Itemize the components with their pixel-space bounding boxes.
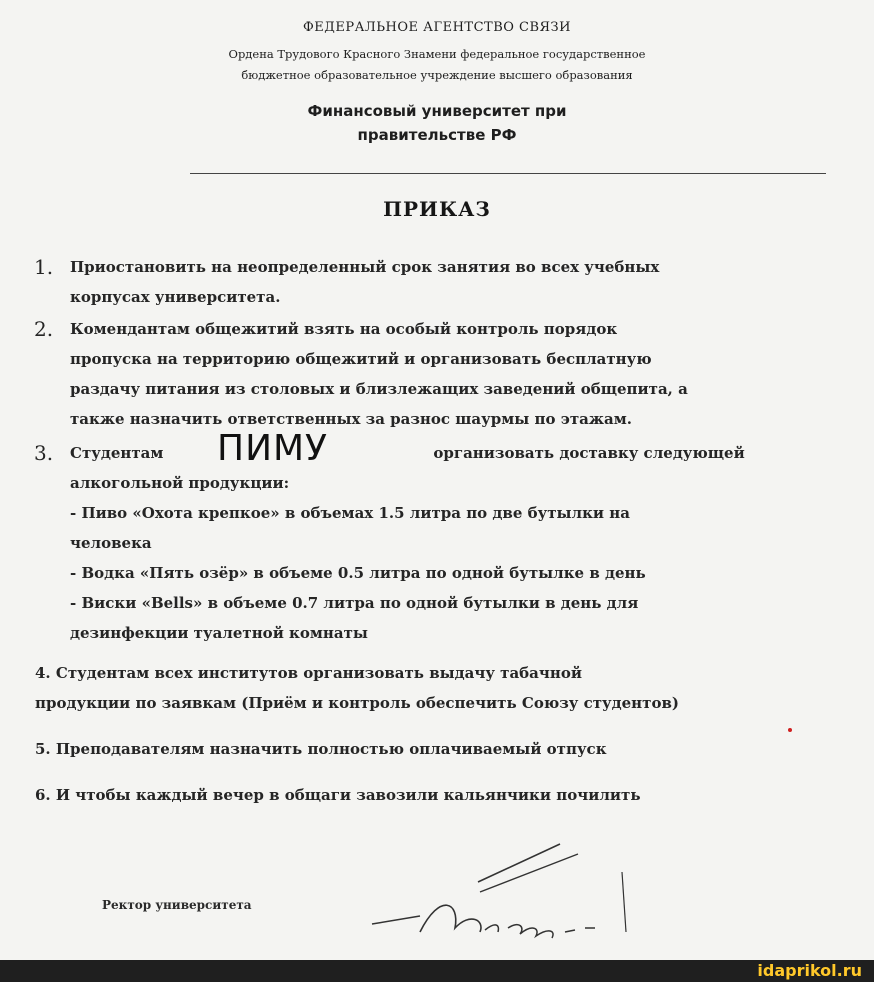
item-line: Комендантам общежитий взять на особый контроль порядок — [70, 320, 618, 338]
header-line-2: Ордена Трудового Красного Знамени федеральное государственное — [228, 47, 646, 61]
item-line: раздачу питания из столовых и близлежащих заведений общепита, а — [70, 380, 688, 398]
item-text-right: организовать доставку следующей — [433, 444, 745, 462]
item-line: пропуска на территорию общежитий и организовать бесплатную — [70, 350, 652, 368]
order-item-1 — [34, 252, 830, 312]
item-number: 3. — [34, 441, 54, 465]
item-number: 2. — [34, 317, 54, 341]
order-item-3 — [34, 438, 830, 648]
item-line: алкогольной продукции: — [70, 474, 290, 492]
order-item-2 — [34, 314, 830, 434]
order-item-6 — [35, 780, 835, 810]
item-line: продукции по заявкам (Приём и контроль обеспечить Союзу студентов) — [35, 694, 679, 712]
item-line: человека — [70, 534, 152, 552]
item-line: - Пиво «Охота крепкое» в объемах 1.5 литра по две бутылки на — [70, 504, 630, 522]
item-text-left: Студентам — [70, 444, 164, 462]
item-number: 1. — [34, 255, 54, 279]
header-divider — [190, 173, 826, 174]
item-line: дезинфекции туалетной комнаты — [70, 624, 368, 642]
item-line: корпусах университета. — [70, 288, 281, 306]
item-line: 6. И чтобы каждый вечер в общаги завозили кальянчики почилить — [35, 786, 641, 804]
red-dot-mark — [788, 728, 792, 732]
agency-name: ФЕДЕРАЛЬНОЕ АГЕНТСТВО СВЯЗИ — [302, 20, 571, 35]
signature-graphic — [360, 832, 640, 952]
university-name-line-1: Финансовый университет при — [307, 102, 567, 120]
order-item-5 — [35, 734, 835, 764]
university-name-line-2: правительстве РФ — [357, 126, 517, 144]
item-line: 5. Преподавателям назначить полностью оплачиваемый отпуск — [35, 740, 607, 758]
item-line: - Виски «Bells» в объеме 0.7 литра по одной бутылки в день для — [70, 594, 639, 612]
footer-bar — [0, 960, 874, 982]
order-item-4 — [35, 658, 835, 718]
item-line: 4. Студентам всех институтов организовать выдачу табачной — [35, 664, 582, 682]
rector-label: Ректор университета — [102, 898, 252, 912]
document-title: ПРИКАЗ — [383, 197, 491, 221]
item-line-first — [70, 438, 830, 468]
item-line: - Водка «Пять озёр» в объеме 0.5 литра по одной бутылке в день — [70, 564, 646, 582]
overlay-label: ПИМУ — [217, 428, 328, 469]
header-line-3: бюджетное образовательное учреждение высшего образования — [241, 68, 633, 82]
watermark-brand: idaprikol.ru — [757, 961, 862, 980]
item-line: также назначить ответственных за разнос шаурмы по этажам. — [70, 410, 632, 428]
item-line: Приостановить на неопределенный срок занятия во всех учебных — [70, 258, 660, 276]
